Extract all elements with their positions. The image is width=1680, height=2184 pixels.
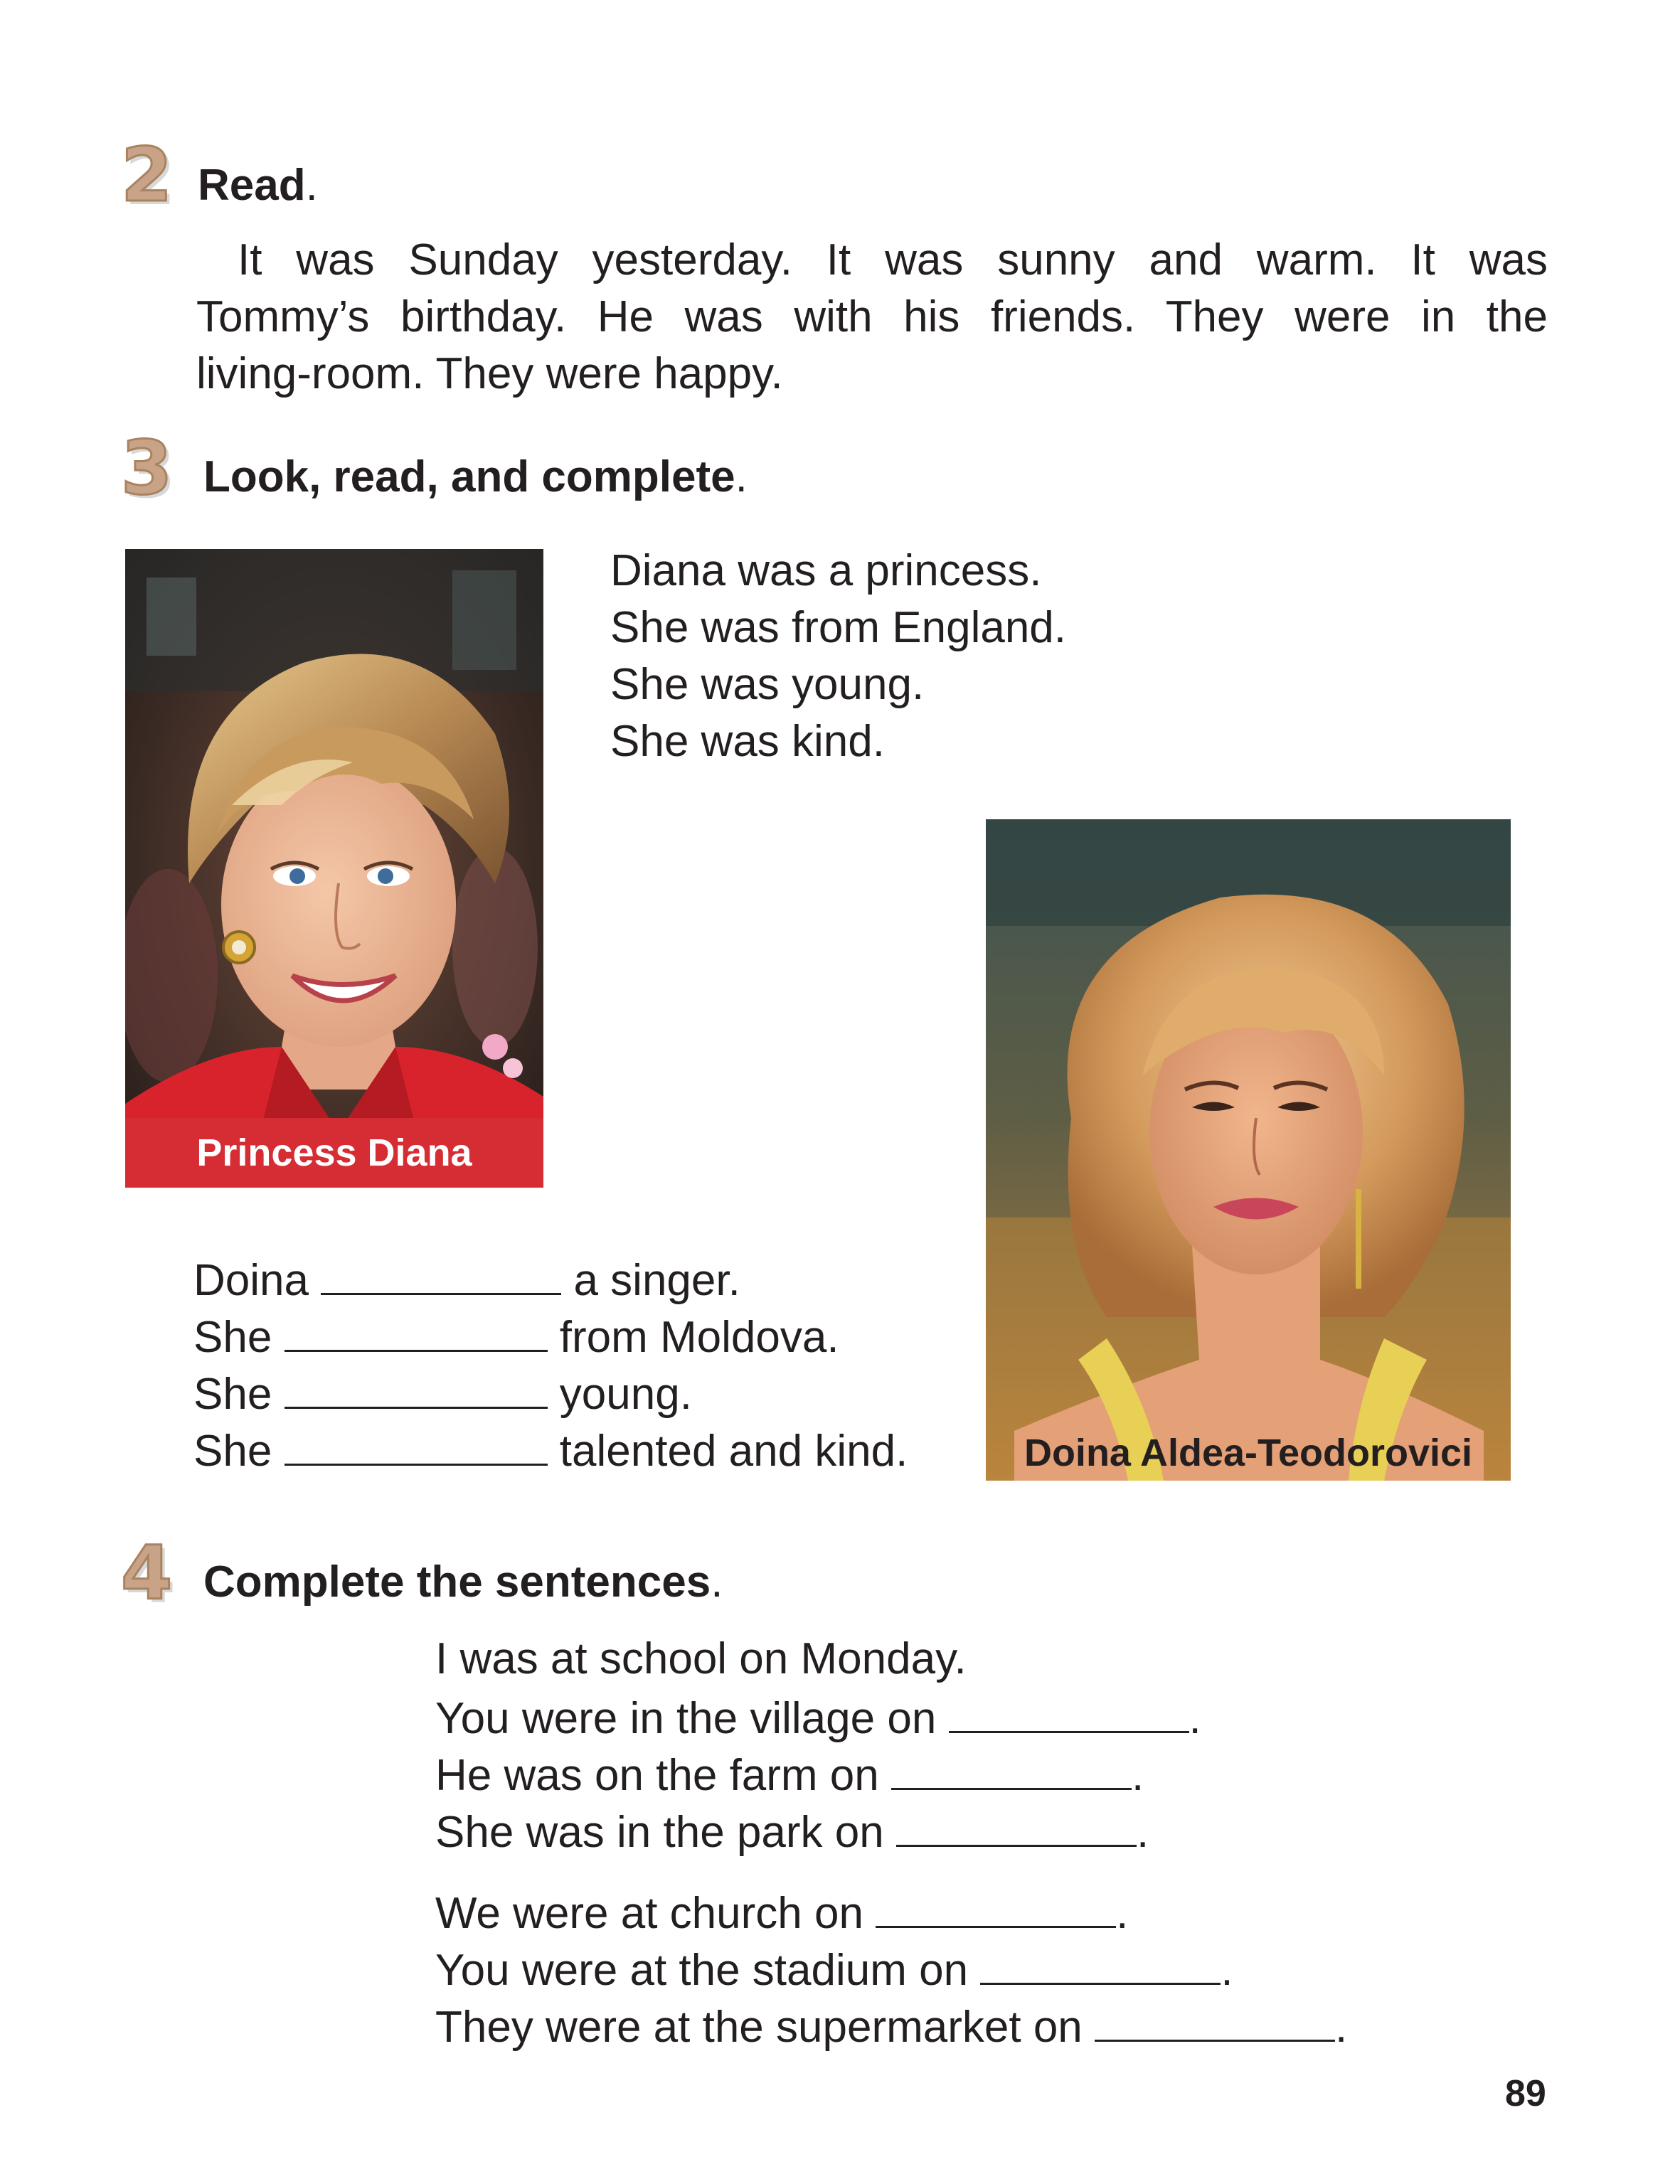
exercise-3-title <box>203 452 748 501</box>
fill-line-3-subject: She <box>193 1370 272 1419</box>
princess-diana-photo <box>125 549 543 1188</box>
fill-line-1-rest: a singer. <box>573 1256 740 1305</box>
sentence-3 <box>435 1808 1149 1855</box>
doina-photo <box>986 819 1511 1481</box>
fill-line-2-rest: from Moldova. <box>559 1313 839 1362</box>
blank-4[interactable] <box>285 1427 548 1466</box>
blank-2[interactable] <box>285 1313 548 1352</box>
paragraph-line-1: It was Sunday yesterday. It was sunny and warm. It was <box>238 235 1548 284</box>
sentence-4 <box>435 1889 1128 1936</box>
doina-caption: Doina Aldea-Teodorovici <box>1024 1432 1473 1474</box>
diana-caption: Princess Diana <box>196 1131 472 1174</box>
exercise-4-number: 4 <box>121 1530 173 1616</box>
fill-line-4-rest: talented and kind. <box>559 1427 908 1476</box>
exercise-3-title-text: Look, read, and complete <box>203 452 735 501</box>
page-number: 89 <box>1505 2073 1546 2114</box>
paragraph-line-3: living-room. They were happy. <box>196 349 783 398</box>
sentence-2-end: . <box>1132 1751 1144 1800</box>
sentence-6-text: They were at the supermarket on <box>435 2003 1083 2052</box>
fill-line-2-subject: She <box>193 1313 272 1362</box>
exercise-2-number: 2 <box>121 132 173 218</box>
doina-portrait-illustration <box>986 819 1511 1481</box>
exercise-2-paragraph <box>196 232 1548 403</box>
exercise-4-title-text: Complete the sentences <box>203 1557 711 1607</box>
sentence-5-blank[interactable] <box>980 1946 1221 1985</box>
diana-portrait-illustration <box>125 549 543 1188</box>
fill-line-2 <box>193 1313 839 1360</box>
sentence-1-end: . <box>1189 1694 1201 1743</box>
sentence-3-blank[interactable] <box>896 1808 1137 1847</box>
sentence-6-blank[interactable] <box>1095 2003 1335 2042</box>
fill-line-3-rest: young. <box>559 1370 692 1419</box>
exercise-4-title-period: . <box>711 1557 723 1607</box>
sentence-4-text: We were at church on <box>435 1889 863 1938</box>
exercise-2-title-period: . <box>305 161 318 210</box>
diana-line-1: Diana was a princess. <box>610 546 1042 595</box>
diana-line-2: She was from England. <box>610 603 1067 652</box>
blank-1[interactable] <box>321 1256 561 1295</box>
sentence-5 <box>435 1946 1233 1993</box>
exercise-3-title-period: . <box>735 452 748 501</box>
sentence-5-end: . <box>1221 1946 1233 1995</box>
fill-line-3 <box>193 1370 692 1417</box>
fill-line-1 <box>193 1256 740 1303</box>
sentence-6 <box>435 2003 1347 2050</box>
sentence-5-text: You were at the stadium on <box>435 1946 969 1995</box>
sentence-2-text: He was on the farm on <box>435 1751 879 1800</box>
sentence-3-text: She was in the park on <box>435 1808 884 1857</box>
sentence-3-end: . <box>1136 1808 1149 1857</box>
sentence-1-blank[interactable] <box>949 1694 1189 1733</box>
sentence-6-end: . <box>1335 2003 1348 2052</box>
exercise-2-title-text: Read <box>198 161 306 210</box>
fill-line-4 <box>193 1427 908 1474</box>
fill-line-4-subject: She <box>193 1427 272 1476</box>
blank-3[interactable] <box>285 1370 548 1409</box>
exercise-4-title <box>203 1557 723 1607</box>
exercise-3-number: 3 <box>121 425 173 511</box>
example-sentence: I was at school on Monday. <box>435 1634 967 1683</box>
sentence-1-text: You were in the village on <box>435 1694 937 1743</box>
fill-line-1-subject: Doina <box>193 1256 309 1305</box>
sentence-4-blank[interactable] <box>876 1889 1116 1928</box>
paragraph-line-2: Tommy’s birthday. He was with his friends. They were in the <box>196 292 1548 341</box>
sentence-2 <box>435 1751 1144 1798</box>
sentence-1 <box>435 1694 1201 1741</box>
exercise-2-title <box>198 161 318 210</box>
sentence-4-end: . <box>1116 1889 1129 1938</box>
diana-line-4: She was kind. <box>610 717 885 766</box>
sentence-2-blank[interactable] <box>891 1751 1132 1790</box>
diana-line-3: She was young. <box>610 660 925 709</box>
